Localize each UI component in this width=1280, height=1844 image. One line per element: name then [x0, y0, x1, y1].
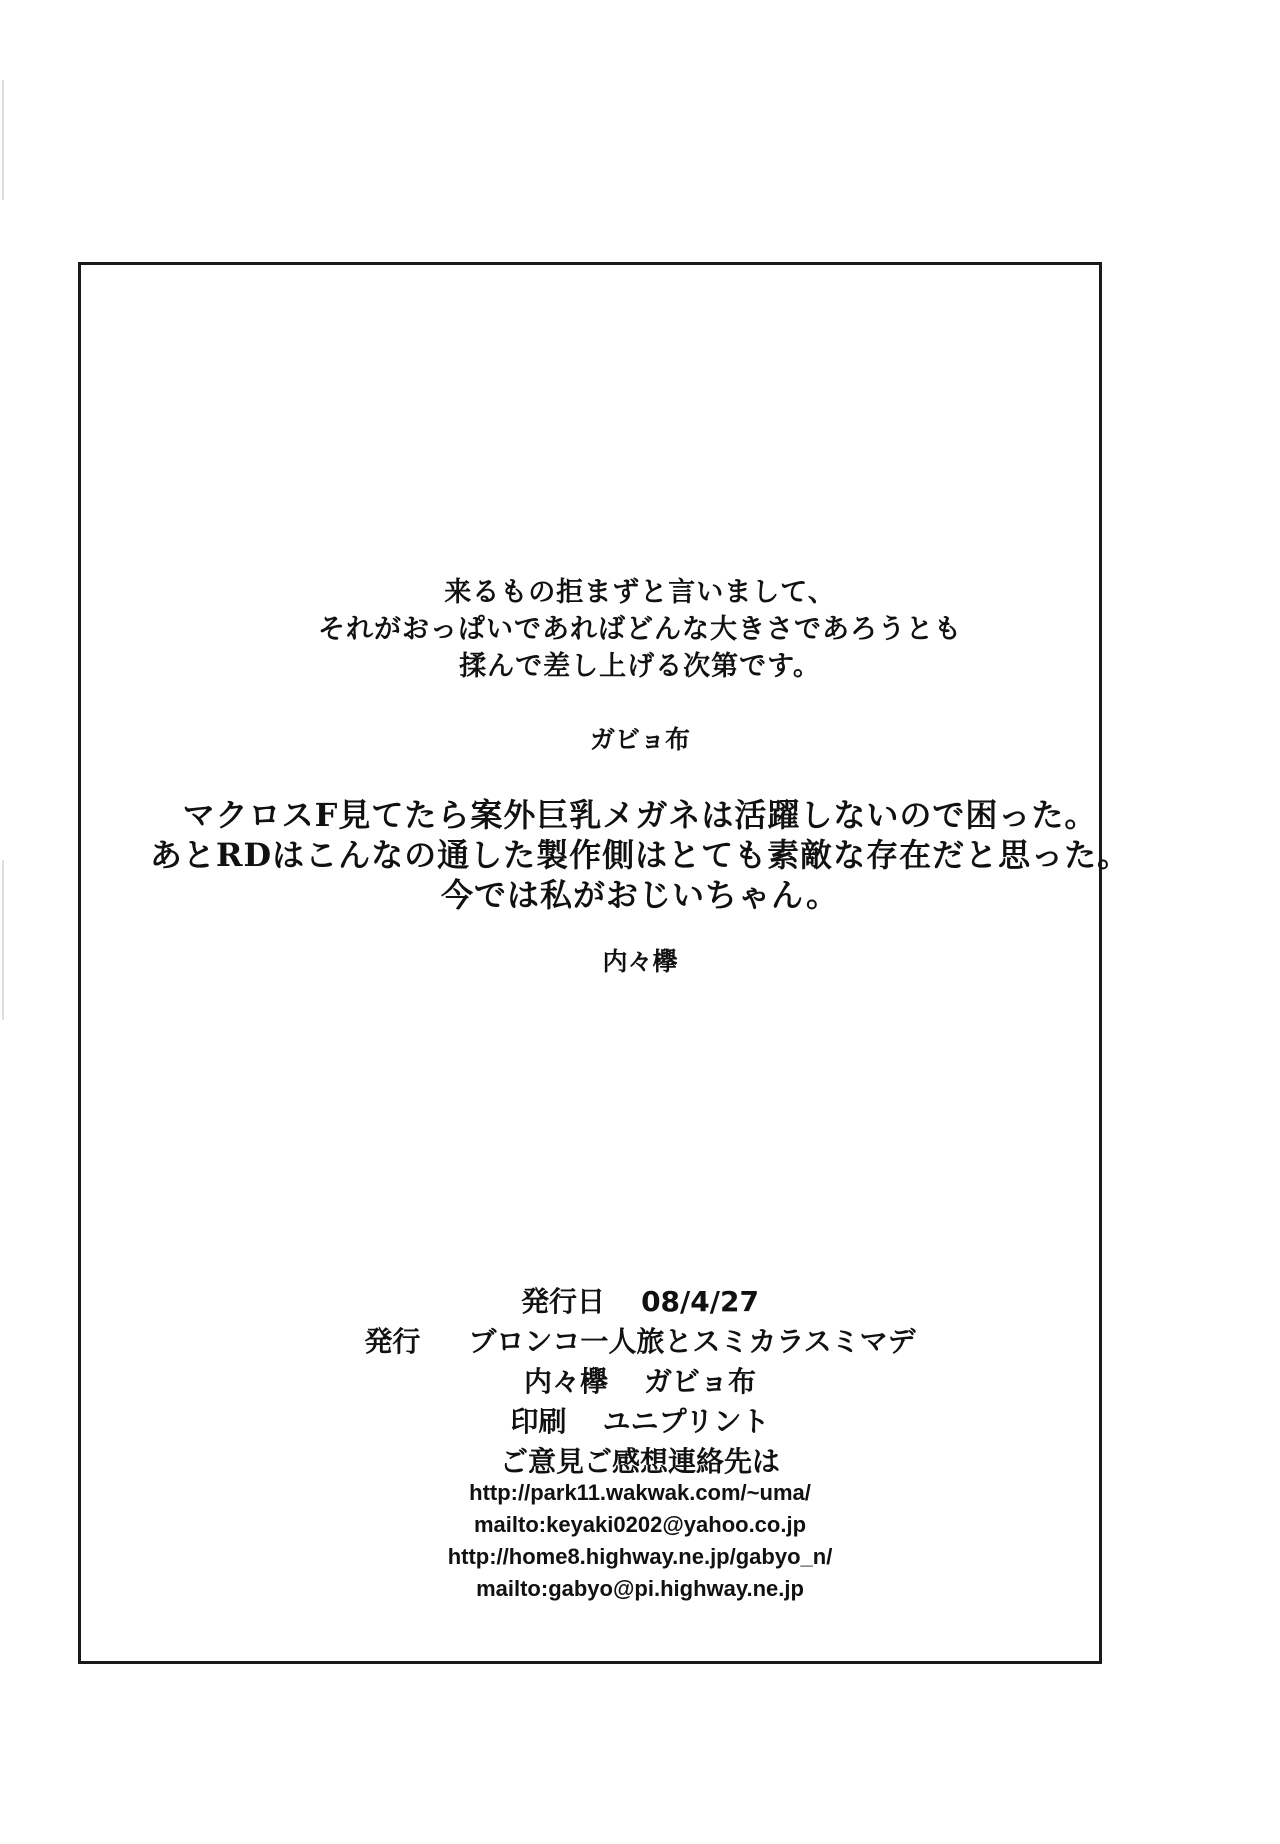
contact-heading: ご意見ご感想連絡先は: [499, 1445, 780, 1478]
printer-value: ユニプリント: [602, 1405, 770, 1438]
publisher-label: 発行: [364, 1325, 421, 1358]
contact-url-gabyo[interactable]: http://home8.highway.ne.jp/gabyo_n/: [447, 1544, 833, 1569]
contact-mail-gabyo[interactable]: mailto:gabyo@pi.highway.ne.jp: [476, 1576, 804, 1601]
publication-date-row: [0, 1280, 1280, 1320]
printer-row: [0, 1400, 1280, 1440]
message-2-line-2: あとRDはこんなの通した製作側はとても素敵な存在だと思った。: [149, 836, 1131, 874]
message-1-line-3: 揉んで差し上げる次第です。: [459, 651, 821, 682]
contact-url-uma[interactable]: http://park11.wakwak.com/~uma/: [469, 1480, 811, 1505]
message-1-line-2: それがおっぱいであればどんな大きさであろうとも: [318, 614, 962, 645]
publication-date-label: 発行日: [521, 1285, 606, 1318]
publication-date-value: 08/4/27: [641, 1285, 759, 1318]
signature-keyaki: 内々欅: [602, 947, 678, 976]
printer-label: 印刷: [510, 1405, 567, 1438]
message-1-line-1: 来るもの拒まずと言いまして、: [444, 577, 836, 608]
publisher-value: ブロンコ一人旅とスミカラスミマデ: [468, 1325, 916, 1358]
publisher-row: [0, 1320, 1280, 1360]
signature-gabyo: ガビョ布: [589, 725, 690, 754]
message-2-line-1: マクロスF見てたら案外巨乳メガネは活躍しないので困った。: [182, 796, 1098, 834]
contact-mail-keyaki[interactable]: mailto:keyaki0202@yahoo.co.jp: [473, 1512, 807, 1537]
message-2-line-3: 今では私がおじいちゃん。: [441, 876, 839, 914]
page-edge-shadow: [2, 80, 4, 200]
author-keyaki: 内々欅: [523, 1365, 608, 1398]
authors-row: [0, 1360, 1280, 1400]
author-gabyo: ガビョ布: [644, 1365, 757, 1398]
